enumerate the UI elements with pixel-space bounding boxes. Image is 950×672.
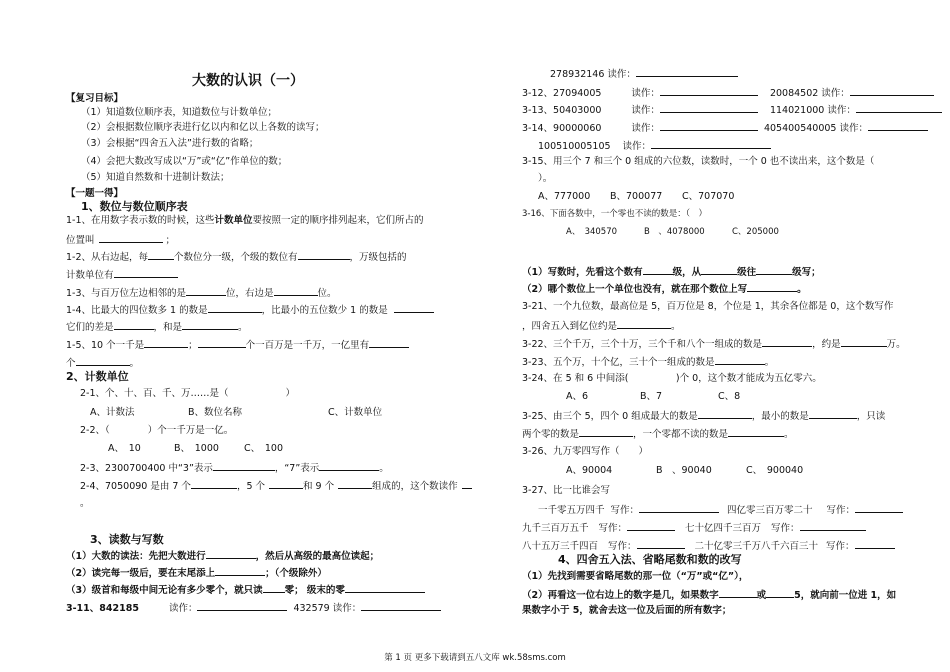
question-1-2-cont: 计数单位有 — [66, 267, 178, 282]
question-3-14-cont: 100510005105 读作： — [538, 138, 771, 153]
goal-item: （4）会把大数改写成以“万”或“亿”作单位的数； — [81, 156, 288, 167]
option[interactable]: C、205000 — [732, 227, 779, 237]
answer-blank[interactable] — [99, 232, 163, 243]
question-3-12-top: 278932146 读作： — [550, 66, 738, 81]
option[interactable]: A、777000 — [538, 191, 591, 202]
answer-blank[interactable] — [855, 502, 903, 513]
option[interactable]: B、700077 — [610, 191, 663, 202]
answer-blank[interactable] — [660, 85, 758, 96]
question-3-23: 3-23、五个万，十个亿，三十个一组成的数是 。 — [522, 354, 774, 369]
answer-blank[interactable] — [274, 285, 318, 296]
answer-blank[interactable] — [617, 318, 671, 329]
option[interactable]: A、6 — [566, 391, 589, 402]
one-question-heading: 【一题一得】 — [66, 188, 124, 199]
answer-blank[interactable] — [701, 264, 737, 275]
question-3-24: 3-24、在 5 和 6 中间添( )个 0，这个数才能成为五亿零六。 — [522, 373, 822, 384]
option[interactable]: B、 1000 — [174, 443, 219, 454]
question-3-26: 3-26、九万零四写作（ ） — [522, 446, 649, 457]
write-row: 九千三百万五千 写作： 七十亿四千三百万 写作： — [522, 520, 866, 535]
answer-blank[interactable] — [144, 337, 188, 348]
answer-blank[interactable] — [114, 267, 178, 278]
option[interactable]: C、707070 — [682, 191, 735, 202]
page-title: 大数的认识（一） — [192, 73, 304, 89]
option[interactable]: A、 340570 — [566, 227, 618, 237]
question-2-4: 2-4、7050090 是由 7 个 ，5 个 和 9 个 组成的，这个数读作 — [80, 478, 472, 493]
question-3-14: 3-14、90000060 读作： 405400540005 读作： — [522, 120, 928, 135]
option[interactable]: B、7 — [640, 391, 663, 402]
answer-blank[interactable] — [361, 600, 441, 611]
answer-blank[interactable] — [850, 85, 934, 96]
answer-blank[interactable] — [728, 426, 784, 437]
section-3-heading: 3、读数与写数 — [90, 533, 164, 546]
question-1-4: 1-4、比最大的四位数多 1 的数是 ，比最小的五位数少 1 的数是 — [66, 302, 434, 317]
question-3-13: 3-13、50403000 读作： 114021000 读作： — [522, 102, 942, 117]
answer-blank[interactable] — [636, 66, 738, 77]
question-3-11: 3-11、842185 读作： 432579 读作： — [66, 600, 441, 615]
reading-rule-2: （2）读完每一级后，要在末尾添上 ；（个级除外） — [66, 565, 327, 580]
option[interactable]: B、数位名称 — [188, 407, 243, 418]
option[interactable]: C、8 — [718, 391, 741, 402]
answer-blank[interactable] — [215, 565, 265, 576]
answer-blank[interactable] — [800, 520, 866, 531]
section-1-heading: 1、数位与数位顺序表 — [81, 200, 188, 213]
goal-item: （1）知道数位顺序表，知道数位与计数单位； — [81, 107, 278, 118]
question-1-2: 1-2、从右边起，每 个数位分一级，个级的数位有 ，万级包括的 — [66, 249, 407, 264]
goal-item: （2）会根据数位顺序表进行亿以内和亿以上各数的读写； — [81, 122, 325, 133]
answer-blank[interactable] — [345, 582, 425, 593]
question-2-1: 2-1、个、十、百、千、万……是（ ） — [80, 388, 296, 399]
option[interactable]: C、计数单位 — [328, 407, 383, 418]
answer-blank[interactable] — [298, 249, 350, 260]
answer-blank[interactable] — [263, 582, 285, 593]
question-2-3: 2-3、2300700400 中“3”表示 ，“7”表示 。 — [80, 460, 389, 475]
question-3-22: 3-22、三个千万，三个十万，三个千和八个一组成的数是 ，约是 万。 — [522, 336, 906, 351]
reading-rule-1: （1）大数的读法：先把大数进行 ，然后从高级的最高位读起； — [66, 548, 379, 563]
question-3-16: 3-16、下面各数中，一个零也不读的数是：（ ） — [522, 209, 708, 219]
question-1-3: 1-3、与百万位左边相邻的是 位，右边是 位。 — [66, 285, 337, 300]
answer-blank[interactable] — [394, 302, 434, 313]
answer-blank[interactable] — [148, 249, 174, 260]
answer-blank[interactable] — [660, 120, 758, 131]
answer-blank[interactable] — [76, 355, 130, 366]
writing-rule-2: （2）哪个数位上一个单位也没有，就在那个数位上写 。 — [522, 281, 807, 296]
question-3-25: 3-25、由三个 5，四个 0 组成最大的数是 ，最小的数是 ，只读 — [522, 408, 885, 423]
question-1-4-cont: 它们的差是 ，和是 。 — [66, 319, 248, 334]
answer-blank[interactable] — [855, 538, 895, 549]
reading-rule-3: （3）级首和每级中间无论有多少零个，就只读 零； 级末的零 — [66, 582, 425, 597]
answer-blank[interactable] — [643, 264, 673, 275]
question-2-2: 2-2、（ ）个一千万是一亿。 — [80, 425, 234, 436]
answer-blank[interactable] — [269, 478, 303, 489]
writing-rule-1: （1）写数时，先看这个数有 级，从 级往 级写； — [522, 264, 821, 279]
option[interactable]: C、 100 — [244, 443, 284, 454]
answer-blank[interactable] — [579, 426, 633, 437]
rounding-rule-2: （2）再看这一位右边上的数字是几，如果数字 或 5，就向前一位进 1，如 — [522, 587, 896, 602]
answer-blank[interactable] — [627, 520, 675, 531]
answer-blank[interactable] — [856, 102, 942, 113]
answer-blank[interactable] — [186, 285, 226, 296]
question-1-1: 1-1、在用数字表示数的时候，这些计数单位要按照一定的顺序排列起来，它们所占的 — [66, 215, 424, 226]
answer-blank[interactable] — [114, 319, 154, 330]
answer-blank[interactable] — [809, 408, 857, 419]
question-1-5: 1-5、10 个一千是 ； 个一百万是一千万，一亿里有 — [66, 337, 409, 352]
goal-item: （5）知道自然数和十进制计数法； — [81, 172, 230, 183]
answer-blank[interactable] — [206, 548, 256, 559]
rounding-rule-1: （1）先找到需要省略尾数的那一位（“万”或“亿”）， — [522, 571, 749, 582]
period-mark: 。 — [80, 498, 90, 509]
option[interactable]: A、90004 — [566, 465, 613, 476]
option[interactable]: A、计数法 — [90, 407, 135, 418]
answer-blank[interactable] — [747, 281, 797, 292]
question-1-1-cont: 位置叫 ； — [66, 232, 175, 247]
question-3-21: 3-21、一个九位数，最高位是 5，百万位是 8，个位是 1，其余各位都是 0，这个数写作 — [522, 301, 894, 312]
answer-blank[interactable] — [369, 337, 409, 348]
section-2-heading: 2、计数单位 — [66, 370, 129, 383]
option[interactable]: B 、4078000 — [644, 227, 705, 237]
page-footer: 第 1 页 更多下载请到五八文库 wk.58sms.com — [384, 653, 566, 663]
answer-blank[interactable] — [319, 460, 379, 471]
answer-blank[interactable] — [841, 336, 887, 347]
question-3-27: 3-27、比一比谁会写 — [522, 485, 611, 496]
answer-blank[interactable] — [208, 302, 262, 313]
answer-blank[interactable] — [191, 478, 237, 489]
answer-blank[interactable] — [338, 478, 372, 489]
question-3-21-cont: ，四舍五入到亿位约是 。 — [522, 318, 681, 333]
answer-blank[interactable] — [766, 587, 794, 598]
answer-blank[interactable] — [651, 138, 771, 149]
answer-blank[interactable] — [197, 600, 287, 611]
answer-blank[interactable] — [660, 102, 758, 113]
write-row: 一千零五万四千 写作： 四亿零三百万零二十 写作： — [538, 502, 903, 517]
answer-blank[interactable] — [868, 120, 928, 131]
answer-blank[interactable] — [637, 538, 685, 549]
option[interactable]: C、 900040 — [746, 465, 804, 476]
section-4-heading: 4、四舍五入法、省略尾数和数的改写 — [558, 553, 742, 566]
question-3-15: 3-15、用三个 7 和三个 0 组成的六位数，读数时，一个 0 也不读出来，这个数是（ — [522, 156, 875, 167]
option[interactable]: B 、90040 — [656, 465, 712, 476]
goals-heading: 【复习目标】 — [66, 93, 124, 104]
write-row: 八十五万三千四百 写作： 二十亿零三千万八千六百三十 写作： — [522, 538, 895, 553]
answer-blank[interactable] — [698, 408, 752, 419]
question-3-25-cont: 两个零的数是 ，一个零都不读的数是 。 — [522, 426, 794, 441]
answer-blank[interactable] — [719, 587, 757, 598]
answer-blank[interactable] — [715, 354, 765, 365]
option[interactable]: A、 10 — [108, 443, 141, 454]
question-3-15-cont: ）。 — [538, 173, 553, 184]
answer-blank[interactable] — [639, 502, 719, 513]
answer-blank[interactable] — [182, 319, 238, 330]
answer-blank[interactable] — [462, 478, 472, 489]
answer-blank[interactable] — [198, 337, 246, 348]
question-1-5-cont: 个 。 — [66, 355, 139, 370]
goal-item: （3）会根据“四舍五入法”进行数的省略； — [81, 138, 259, 149]
question-3-12: 3-12、27094005 读作： 20084502 读作： — [522, 85, 934, 100]
rounding-rule-2-cont: 果数字小于 5，就舍去这一位及后面的所有数字； — [522, 605, 732, 616]
answer-blank[interactable] — [762, 336, 812, 347]
answer-blank[interactable] — [756, 264, 792, 275]
answer-blank[interactable] — [213, 460, 275, 471]
